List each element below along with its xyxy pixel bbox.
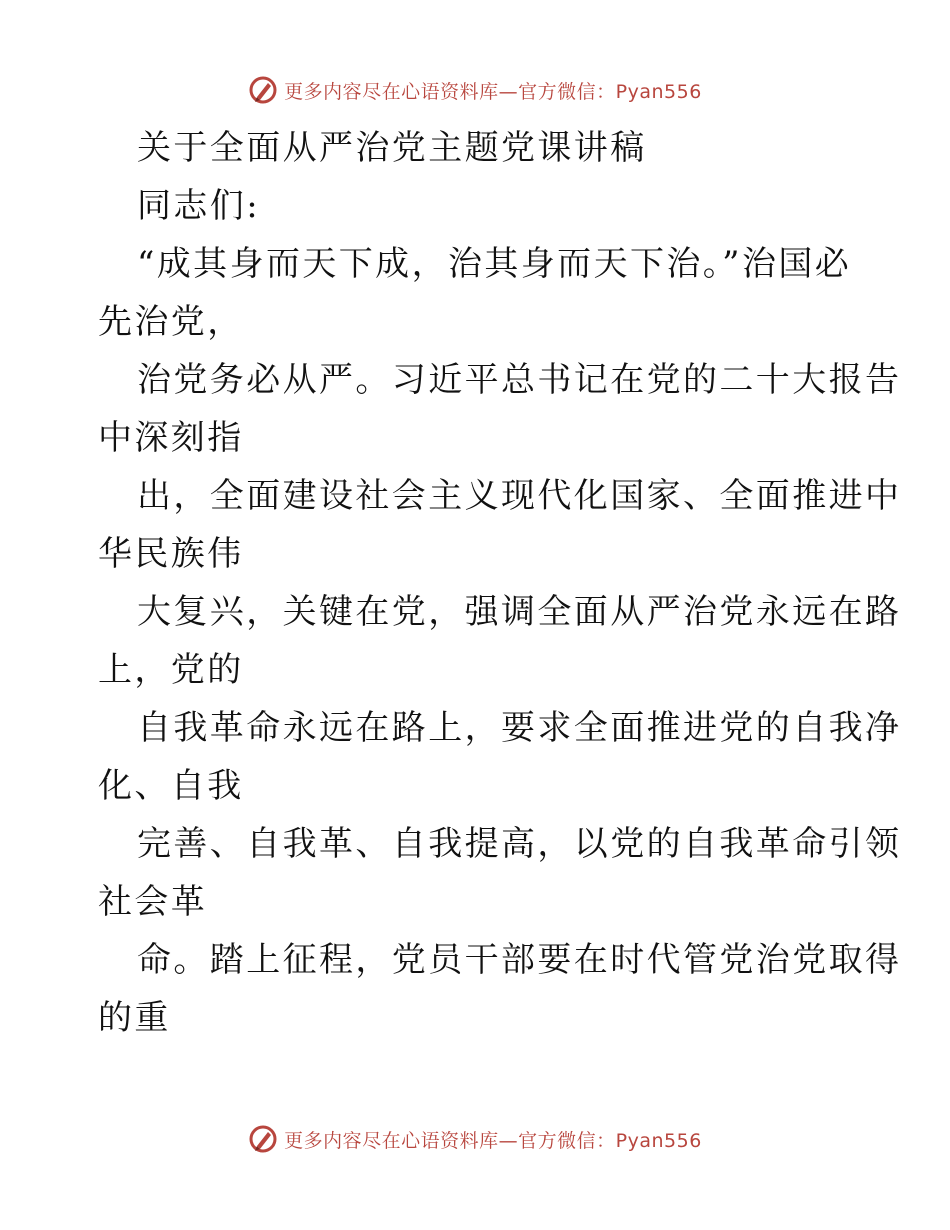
body-line: 上，党的 (98, 650, 244, 690)
body-line: 化、自我 (98, 766, 244, 806)
body-line: 治党务必从严。习近平总书记在党的二十大报告 (137, 360, 902, 400)
body-line: 华民族伟 (98, 534, 244, 574)
footer-watermark-banner (0, 1121, 950, 1157)
body-line: 出，全面建设社会主义现代化国家、全面推进中 (137, 476, 902, 516)
body-line: 先治党， (98, 302, 244, 342)
document-title: 关于全面从严治党主题党课讲稿 (137, 128, 647, 168)
body-line: 大复兴，关键在党，强调全面从严治党永远在路 (137, 592, 902, 632)
salutation: 同志们: (137, 186, 261, 226)
body-line: 的重 (98, 998, 171, 1038)
body-line: 中深刻指 (98, 418, 244, 458)
pen-logo-icon (248, 1124, 278, 1154)
body-line: 社会革 (98, 882, 208, 922)
body-line: 命。踏上征程，党员干部要在时代管党治党取得 (137, 940, 902, 980)
footer-watermark-text: 更多内容尽在心语资料库—官方微信：Pyan556 (284, 1129, 702, 1152)
header-watermark-banner (0, 72, 950, 108)
body-line: 完善、自我革、自我提高，以党的自我革命引领 (137, 824, 902, 864)
body-line: “成其身而天下成，治其身而天下治。”治国必 (137, 244, 852, 284)
header-watermark-text: 更多内容尽在心语资料库—官方微信：Pyan556 (284, 80, 702, 103)
body-line: 自我革命永远在路上，要求全面推进党的自我净 (137, 708, 902, 748)
pen-logo-icon (248, 75, 278, 105)
